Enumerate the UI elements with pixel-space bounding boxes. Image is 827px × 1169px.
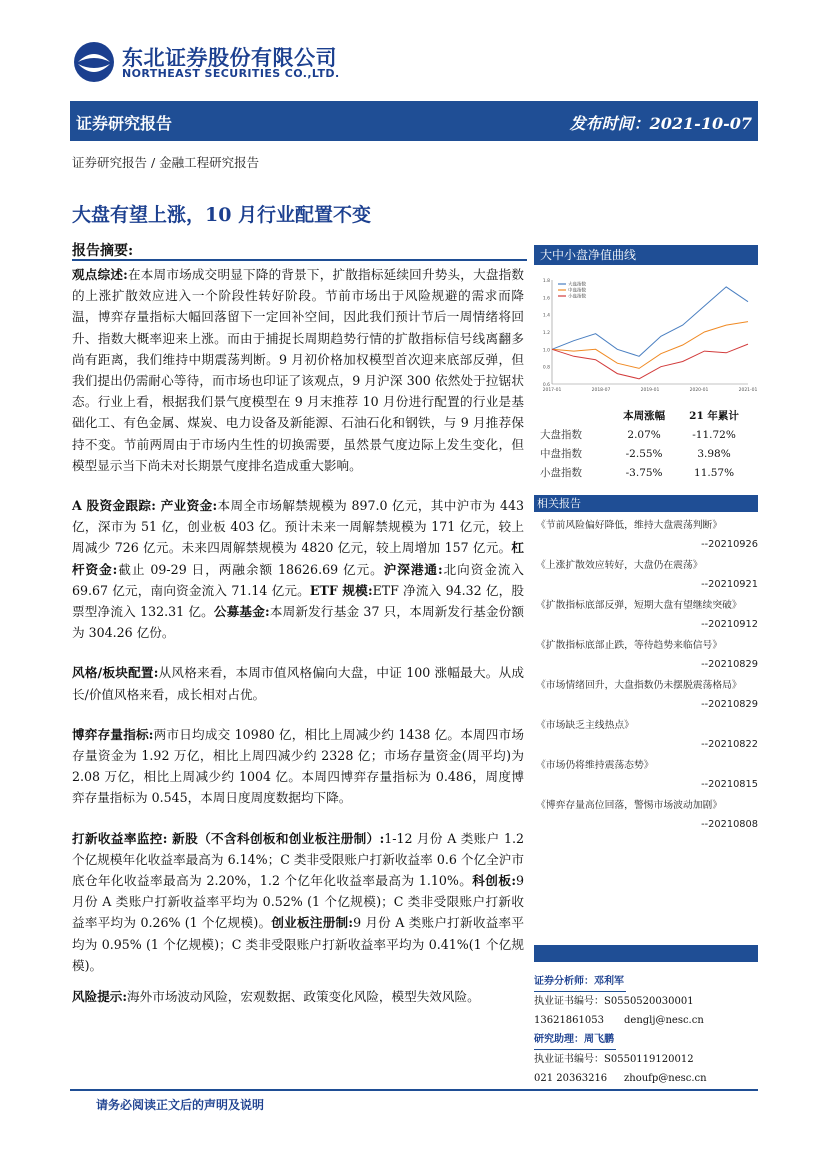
related-report-title[interactable]: 《节前风险偏好降低，维持大盘震荡判断》: [536, 520, 723, 531]
related-report-date: --20210921: [701, 579, 758, 590]
related-report-title[interactable]: 《上涨扩散效应转好，大盘仍在震荡》: [536, 560, 703, 571]
list-item[interactable]: [536, 676, 758, 714]
paragraph-lead: 风格/板块配置:: [72, 665, 159, 681]
paragraph-funds: [72, 495, 524, 643]
paragraph-overview: [72, 264, 524, 476]
analyst-role: 证券分析师：邓利军: [534, 972, 626, 992]
page-title: 大盘有望上涨，10 月行业配置不变: [72, 204, 372, 226]
x-tick-label: 2018-07: [591, 388, 611, 393]
paragraph-lead: 打新收益率监控: 新股（不含科创板和创业板注册制）:: [72, 830, 385, 846]
table-row: [540, 425, 752, 444]
author-info: [534, 972, 758, 1088]
paragraph-style: [72, 662, 524, 704]
paragraph-lead: 科创板:: [472, 873, 516, 889]
paragraph-lead: 博弈存量指标:: [72, 726, 154, 742]
x-tick-label: 2019-01: [640, 388, 660, 393]
breadcrumb: 证券研究报告 / 金融工程研究报告: [72, 155, 260, 170]
table-cell: 11.57%: [694, 466, 735, 479]
table-cell: -11.72%: [692, 428, 736, 441]
abstract-heading: 报告摘要:: [72, 243, 134, 259]
list-item[interactable]: [536, 716, 758, 754]
assistant-role: 研究助理：周飞鹏: [534, 1030, 616, 1050]
report-banner: [70, 101, 758, 141]
related-report-date: --20210829: [701, 659, 758, 670]
table-cell: -2.55%: [625, 447, 663, 460]
paragraph-text: 本周新发行基金 37 只，本周新发行基金份额为 304.26 亿份。: [72, 604, 524, 641]
related-report-date: --20210822: [701, 739, 758, 750]
series-line: [552, 322, 748, 369]
related-report-title[interactable]: 《博弈存量高位回落，警惕市场波动加剧》: [536, 800, 723, 811]
paragraph-text: ETF 净流入 94.32 亿，股票型净流入 132.31 亿。: [72, 582, 524, 620]
paragraph-text: 截止 09-29 日，两融余额 18626.69 亿元。: [117, 561, 384, 577]
chart-heading: 大中小盘净值曲线: [534, 245, 758, 265]
list-item[interactable]: [536, 796, 758, 834]
y-tick-label: 1.6: [542, 296, 550, 302]
related-report-title[interactable]: 《市场缺乏主线热点》: [536, 720, 634, 731]
table-header-row: [540, 406, 752, 425]
paragraph-text: 从风格来看，本周市值风格偏向大盘，中证 100 涨幅最大。从成长/价值风格来看，成长相对占优。: [72, 665, 525, 702]
company-logo-icon: [72, 40, 116, 84]
nav-line-chart: [534, 272, 758, 400]
legend-label: 中盘指数: [568, 288, 586, 294]
performance-table: [540, 406, 752, 482]
paragraph-text: 北向资金流入 69.67 亿元，南向资金流入 71.14 亿元。: [72, 561, 524, 598]
table-header: 本周涨幅: [623, 410, 666, 422]
paragraph-lead: ETF 规模:: [309, 582, 373, 598]
list-item[interactable]: [536, 756, 758, 794]
related-report-date: --20210926: [701, 539, 758, 550]
paragraph-text: 在本周市场成交明显下降的背景下，扩散指标延续回升势头，大盘指数的上涨扩散效应进入一个阶段性转好阶段。节前市场出于风险规避的需求而降温，博弈存量指标大幅回落留下一定回补空间，因此我们预计节后一周情绪将回升、指数大概率迎来上涨。而由于捕捉长周期趋势行情的扩散指标信号线离翻多尚有距离，我们维持中期震荡判断。9 月初价格加权模型首次迎来底部反弹，但我们提出仍需耐心等待，而市场也印证了该观点，9 月沪深 300 依然处于拉锯状态。行业上看，根据我们景气度模型在 9 月末推荐 10 月份进行配置的行业是基础化工、有色金属、煤炭、电力设备及新能源、石油石化和钢铁，与 9 月推荐保持不变。节前两周由于市场内生性的切换需要，虽然景气度边际上发生变化，但模型显示当下尚未对长期景气度排名造成重大影响。: [72, 267, 524, 473]
paragraph-lead: A 股资金跟踪: 产业资金:: [72, 498, 218, 514]
analyst-cert-label: 执业证书编号：: [534, 996, 604, 1007]
table-cell: -3.75%: [625, 466, 663, 479]
legend-label: 小盘指数: [568, 294, 586, 300]
company-name-cn: 东北证券股份有限公司: [122, 46, 337, 70]
paragraph-lead: 公募基金:: [213, 604, 270, 620]
table-cell: 小盘指数: [540, 467, 582, 479]
paragraph-text: 1-12 月份 A 类账户 1.2 个亿规模年化收益率最高为 6.14%；C 类非受限账户打新收益率 0.6 个亿全沪市底仓年化收益率最高为 2.20%，1.2 个亿年化收益率最高为 1.10%。: [72, 830, 524, 889]
paragraph-lead: 沪深港通:: [383, 561, 443, 577]
x-tick-label: 2021-01: [738, 388, 758, 393]
publish-date: 发布时间：2021-10-07: [569, 114, 752, 133]
related-reports-heading: 相关报告: [534, 495, 758, 512]
x-tick-label: 2020-01: [689, 388, 709, 393]
abstract-body: [72, 264, 524, 1007]
related-report-date: --20210912: [701, 619, 758, 630]
paragraph-lead: 创业板注册制:: [271, 915, 354, 931]
table-header: 21 年累计: [689, 410, 739, 422]
table-cell: 3.98%: [697, 447, 731, 460]
analyst-phone: 13621861053: [534, 1015, 604, 1026]
table-cell: 中盘指数: [540, 448, 582, 460]
list-item[interactable]: [536, 556, 758, 594]
y-tick-label: 1.0: [542, 348, 550, 354]
paragraph-lead: 杠杆资金:: [72, 540, 524, 577]
related-report-title[interactable]: 《市场情绪回升，大盘指数仍未摆脱震荡格局》: [536, 680, 742, 691]
assistant-cert-label: 执业证书编号：: [534, 1054, 604, 1065]
list-item[interactable]: [536, 516, 758, 554]
y-tick-label: 0.8: [542, 365, 550, 371]
related-report-date: --20210808: [701, 819, 758, 830]
paragraph-ipo-yield: [72, 828, 524, 976]
list-item[interactable]: [536, 596, 758, 634]
y-tick-label: 1.8: [542, 279, 550, 284]
assistant-phone: 021 20363216: [534, 1073, 608, 1084]
paragraph-game-stock: [72, 724, 524, 809]
related-reports-list: [536, 516, 758, 836]
analyst-email[interactable]: denglj@nesc.cn: [624, 1015, 704, 1026]
related-report-date: --20210815: [701, 779, 758, 790]
related-report-date: --20210829: [701, 699, 758, 710]
paragraph-lead: 风险提示:: [72, 989, 128, 1005]
paragraph-text: 9 月份 A 类账户打新收益率平均为 0.52% (1 个亿规模)；C 类非受限账户打新收益率平均为 0.26% (1 个亿规模)。: [72, 873, 524, 931]
y-tick-label: 1.2: [542, 331, 550, 336]
list-item[interactable]: [536, 636, 758, 674]
related-report-title[interactable]: 《市场仍将维持震荡态势》: [536, 760, 654, 771]
table-cell: 大盘指数: [540, 429, 582, 441]
table-cell: 2.07%: [627, 428, 661, 441]
assistant-cert: S0550119120012: [604, 1054, 694, 1065]
table-row: [540, 463, 752, 482]
paragraph-text: 两市日均成交 10980 亿，相比上周减少约 1438 亿。本周四市场存量资金为 1.92 万亿，相比上周四减少约 2328 亿；市场存量资金(周平均)为 2.08 万亿，相比上周减少约 1004 亿。本周四博弈存量指标为 0.486，周度博弈存量指标为 0.545，本周日度周度数据均下降。: [72, 726, 524, 806]
footer-notice: 请务必阅读正文后的声明及说明: [96, 1098, 265, 1112]
abstract-divider: [72, 259, 527, 261]
table-row: [540, 444, 752, 463]
related-report-title[interactable]: 《扩散指标底部反弹，短期大盘有望继续突破》: [536, 600, 742, 611]
paragraph-risk: [72, 986, 524, 1007]
author-divider: [534, 945, 758, 962]
y-tick-label: 0.6: [542, 383, 550, 388]
banner-report-type: 证券研究报告: [76, 114, 173, 133]
legend-label: 大盘指数: [568, 282, 586, 288]
paragraph-text: 9 月份 A 类账户打新收益率平均为 0.95% (1 个亿规模)；C 类非受限账户打新收益率平均为 0.41%(1 个亿规模)。: [72, 915, 524, 973]
x-tick-label: 2017-01: [542, 388, 562, 393]
analyst-cert: S0550520030001: [604, 996, 694, 1007]
y-tick-label: 1.4: [542, 313, 550, 319]
paragraph-text: 本周全市场解禁规模为 897.0 亿元，其中沪市为 443 亿，深市为 51 亿，创业板 403 亿。预计未来一周解禁规模为 171 亿元，较上周减少 726 亿元。未来四周解禁规模为 4820 亿元，较上周增加 157 亿元。: [72, 498, 524, 556]
paragraph-lead: 观点综述:: [72, 267, 128, 282]
paragraph-text: 海外市场波动风险，宏观数据、政策变化风险，模型失效风险。: [127, 989, 480, 1005]
table-header: [540, 406, 612, 425]
related-report-title[interactable]: 《扩散指标底部止跌，等待趋势来临信号》: [536, 640, 723, 651]
company-name-en: NORTHEAST SECURITIES CO.,LTD.: [122, 67, 340, 80]
assistant-email[interactable]: zhoufp@nesc.cn: [624, 1073, 707, 1084]
footer-divider: [70, 1089, 758, 1091]
